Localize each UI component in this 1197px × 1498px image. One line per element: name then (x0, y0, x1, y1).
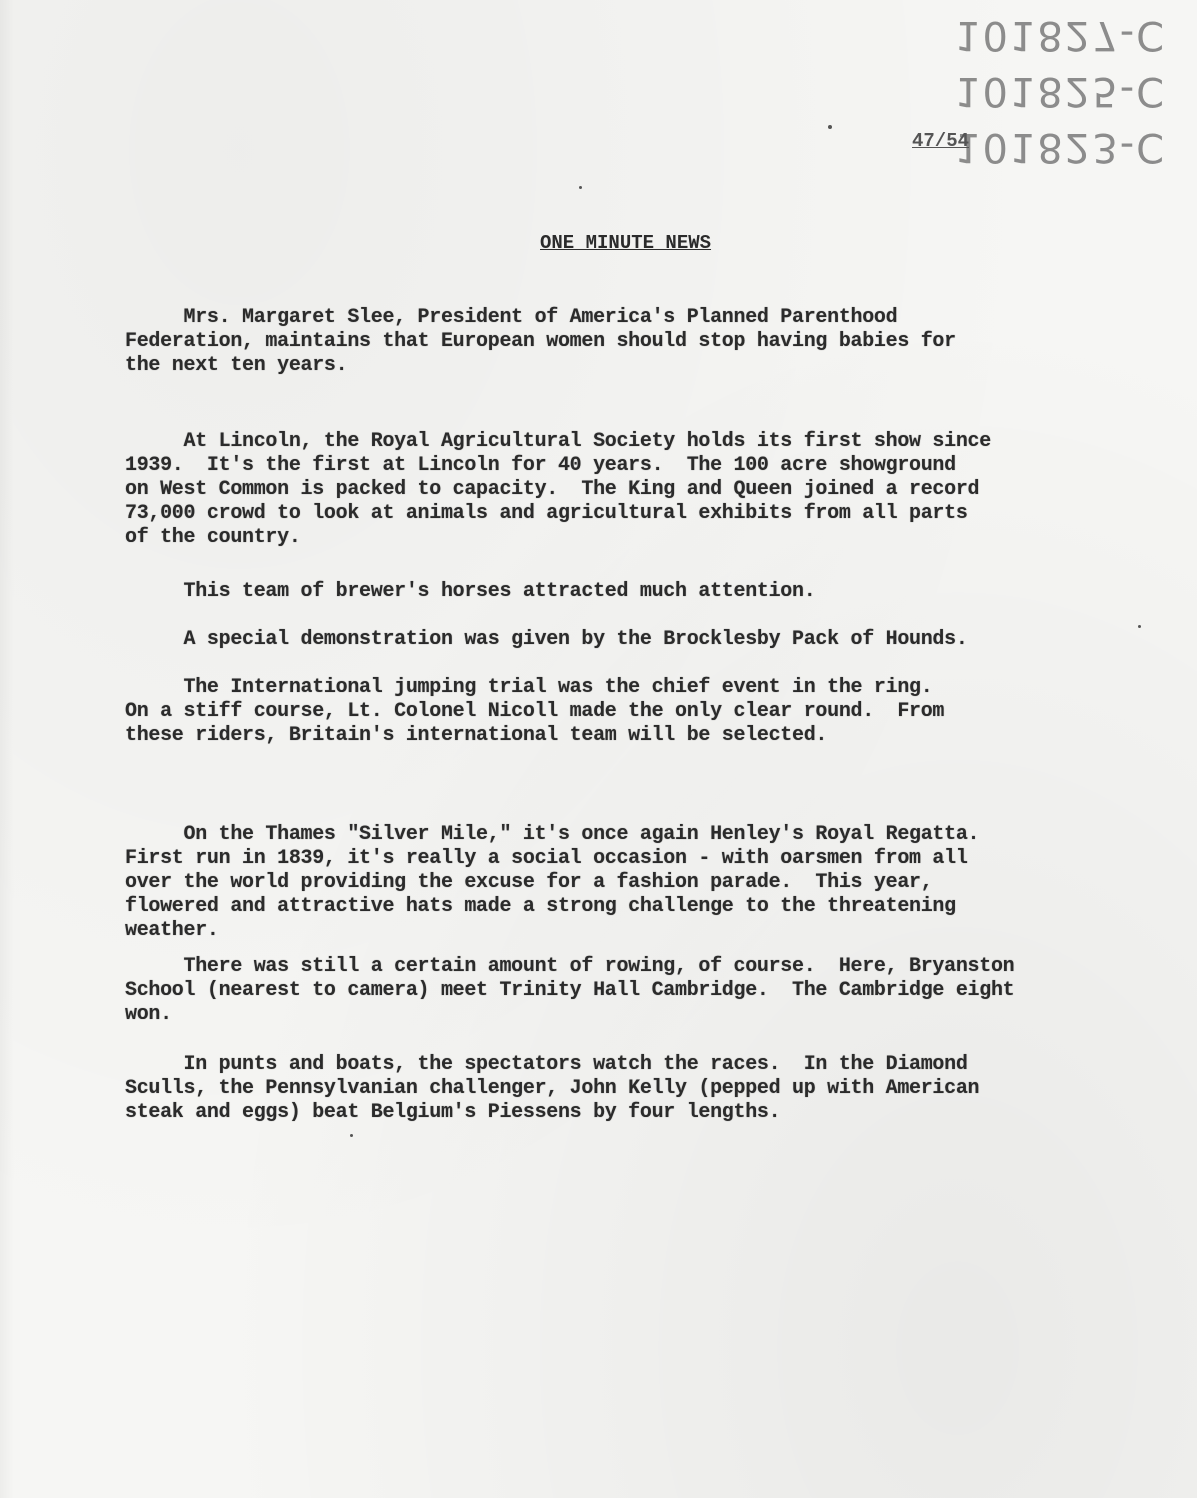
speck (828, 125, 832, 129)
handwritten-number-2: 101825-C (955, 68, 1167, 114)
handwritten-number-1: 101827-C (955, 12, 1167, 58)
speck (350, 1134, 353, 1137)
paragraph-3: This team of brewer's horses attracted much attention. (125, 580, 816, 603)
paragraph-5: The International jumping trial was the chief event in the ring. On a stiff course, Lt. Colonel Nicoll made the only clear round. From these riders, Britain's international team will be selected. (125, 676, 945, 747)
page-title: ONE MINUTE NEWS (540, 232, 712, 254)
paragraph-7: There was still a certain amount of rowing, of course. Here, Bryanston School (nearest to camera) meet Trinity Hall Cambridge. The Cambridge eight won. (125, 955, 1015, 1026)
speck (579, 186, 582, 189)
paragraph-8: In punts and boats, the spectators watch the races. In the Diamond Sculls, the Pennsylvanian challenger, John Kelly (pepped up with American steak and eggs) beat Belgium's Piessens by four lengths. (125, 1053, 980, 1124)
paragraph-1: Mrs. Margaret Slee, President of America's Planned Parenthood Federation, maintains that European women should stop having babies for the next ten years. (125, 306, 956, 377)
paragraph-6: On the Thames "Silver Mile," it's once again Henley's Royal Regatta. First run in 1839, it's really a social occasion - with oarsmen from all over the world providing the excuse for a fashion parade. This year, flowered and attractive hats made a strong challenge to the threatening weather. (125, 823, 980, 942)
reference-code: 47/54 (912, 130, 970, 152)
paragraph-4: A special demonstration was given by the Brocklesby Pack of Hounds. (125, 628, 968, 651)
paragraph-2: At Lincoln, the Royal Agricultural Society holds its first show since 1939. It's the first at Lincoln for 40 years. The 100 acre showground on West Common is packed to capacity. The King and Queen joined a record 73,000 crowd to look at animals and agricultural exhibits from all parts of the country. (125, 430, 991, 549)
speck (1138, 625, 1141, 628)
handwritten-number-3: 101823-C (955, 124, 1167, 170)
